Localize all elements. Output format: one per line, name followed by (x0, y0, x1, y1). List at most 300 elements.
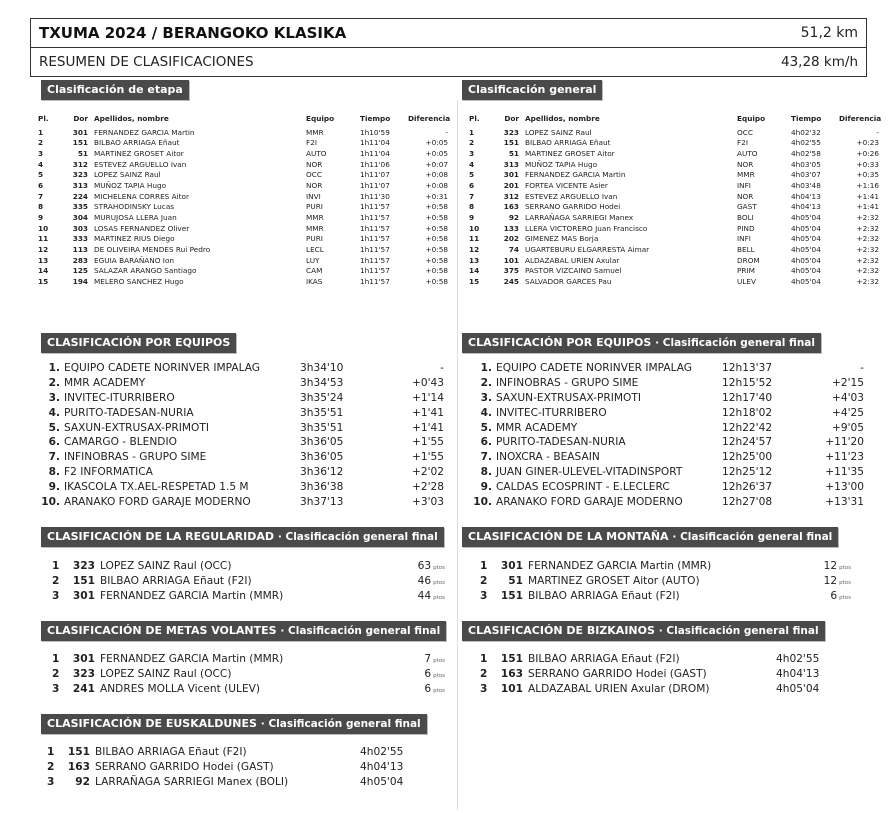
time-value: 4h04'13 (360, 760, 404, 773)
team-name: PURITO-TADESAN-NURIA (64, 406, 194, 419)
table-row (461, 223, 879, 234)
bib: 151 (67, 745, 90, 758)
gap: +11'23 (825, 451, 864, 464)
rank: 10. (473, 495, 492, 508)
team-code: INVI (306, 191, 321, 201)
table-row (30, 180, 448, 191)
rider-name: SERRANO GARRIDO Hodei (GAST) (95, 760, 274, 773)
gap: +2:32 (856, 244, 879, 254)
points (350, 560, 445, 572)
rank: 8. (480, 465, 492, 478)
rider-name: ESTEVEZ ARGUELLO Ivan (94, 159, 187, 169)
team-code: INFI (737, 234, 751, 244)
race-title: TXUMA 2024 / BERANGOKO KLASIKA (39, 24, 347, 42)
rank: 4 (38, 159, 44, 169)
gap: +1'41 (411, 406, 444, 419)
column-header-diff: Diferencia (839, 113, 882, 123)
team-name: INVITEC-ITURRIBERO (64, 391, 175, 404)
rider-name: MARTINEZ GROSET Aitor (94, 149, 184, 159)
team-code: MMR (737, 170, 755, 180)
team-name: IKASCOLA TX.AEL-RESPETAD 1.5 M (64, 480, 249, 493)
rider-name: BILBAO ARRIAGA Eñaut (525, 138, 611, 148)
team-code: PURI (306, 234, 323, 244)
rank: 12 (38, 244, 49, 254)
rank: 5 (469, 170, 475, 180)
time-value: 4h05'04 (776, 682, 820, 695)
column-header-name: Apellidos, nombre (94, 113, 169, 123)
race-distance: 51,2 km (800, 25, 858, 41)
time: 3h34'53 (300, 377, 344, 390)
section-subtitle: · Clasificación general final (277, 531, 438, 543)
gap: +0:05 (425, 149, 448, 159)
time: 12h22'42 (722, 421, 773, 434)
rider-name: DE OLIVEIRA MENDES Rui Pedro (94, 244, 211, 254)
rider-name: ESTEVEZ ARGUELLO Ivan (525, 191, 618, 201)
team-name: ARANAKO FORD GARAJE MODERNO (496, 495, 683, 508)
time: 1h11'57 (360, 234, 390, 244)
team-code: PURI (306, 202, 323, 212)
team-code: LECL (306, 244, 324, 254)
rider-name: EGUIA BARAÑANO Ion (94, 255, 175, 265)
rank: 13 (469, 255, 480, 265)
rank: 7. (480, 451, 492, 464)
section-title: CLASIFICACIÓN DE LA MONTAÑA (468, 530, 669, 543)
rank: 6 (469, 181, 475, 191)
gap: +2:32 (856, 276, 879, 286)
table-row (461, 201, 879, 212)
average-speed: 43,28 km/h (780, 54, 858, 70)
team-row (470, 435, 864, 450)
bib: 194 (72, 276, 88, 286)
time: 1h11'57 (360, 244, 390, 254)
table-row (461, 170, 879, 181)
table-row (30, 212, 448, 223)
points-unit: ptos (839, 594, 851, 601)
table-row (461, 212, 879, 223)
bib: 245 (503, 276, 519, 286)
stage-classification-table (30, 112, 451, 287)
team-code: F2I (737, 138, 748, 148)
team-code: NOR (306, 181, 323, 191)
rider-name: FORTEA VICENTE Asier (525, 181, 608, 191)
rank: 10. (41, 495, 60, 508)
points-value: 44 (417, 589, 432, 602)
gap: +0:58 (425, 244, 448, 254)
team-row (470, 391, 864, 406)
table-row (461, 127, 879, 138)
team-code: AUTO (737, 149, 758, 159)
rank: 14 (469, 266, 480, 276)
rank: 7. (48, 451, 60, 464)
rider-name: BILBAO ARRIAGA Eñaut (F2I) (528, 652, 680, 665)
gap: +1:41 (856, 202, 879, 212)
time: 3h35'24 (300, 391, 344, 404)
rider-name: MUÑOZ TAPIA Hugo (525, 159, 598, 169)
team-code: MMR (306, 212, 324, 222)
team-code: BOLI (737, 212, 754, 222)
team-code: NOR (737, 159, 754, 169)
team-name: F2 INFORMATICA (64, 465, 153, 478)
time: 12h18'02 (722, 406, 773, 419)
team-row (38, 479, 444, 494)
table-row (461, 180, 879, 191)
time: 4h03'48 (791, 181, 821, 191)
bib: 333 (72, 234, 88, 244)
gap: - (440, 362, 444, 375)
table-row (30, 201, 448, 212)
table-row (30, 148, 448, 159)
rider-name: BILBAO ARRIAGA Eñaut (94, 138, 180, 148)
mountain-heading (462, 527, 838, 547)
section-subtitle: · Clasificación general final (672, 531, 833, 543)
rank: 1 (469, 127, 475, 137)
time: 1h10'59 (360, 127, 390, 137)
team-code: LUY (306, 255, 320, 265)
bib: 163 (67, 760, 90, 773)
bib: 301 (500, 559, 523, 572)
rider-name: BILBAO ARRIAGA Eñaut (F2I) (95, 745, 247, 758)
gap: +2:32 (856, 266, 879, 276)
rank: 3 (469, 149, 475, 159)
rider-name: MARTINEZ RIUS Diego (94, 234, 175, 244)
bib: 283 (72, 255, 88, 265)
bib: 113 (72, 244, 88, 254)
gap: +0:31 (425, 191, 448, 201)
rank: 10 (38, 223, 49, 233)
time: 12h27'08 (722, 495, 773, 508)
rank: 2 (52, 574, 60, 587)
section-title: CLASIFICACIÓN DE BIZKAINOS (468, 624, 655, 637)
team-name: INOXCRA - BEASAIN (496, 451, 600, 464)
team-name: SAXUN-EXTRUSAX-PRIMOTI (64, 421, 209, 434)
rank: 9. (480, 480, 492, 493)
time: 1h11'57 (360, 202, 390, 212)
rider-name: BILBAO ARRIAGA Eñaut (F2I) (100, 574, 252, 587)
team-name: MMR ACADEMY (496, 421, 578, 434)
bib: 151 (72, 138, 88, 148)
rank: 3. (48, 391, 60, 404)
points-unit: ptos (433, 564, 445, 571)
column-header-team: Equipo (306, 113, 335, 123)
bizkainos-list (480, 651, 836, 696)
bib: 375 (503, 266, 519, 276)
column-header-pl: Pl. (38, 113, 49, 123)
team-code: ULEV (737, 276, 757, 286)
team-code: DROM (737, 255, 760, 265)
gap: +1'14 (411, 391, 444, 404)
team-row (470, 361, 864, 376)
rank: 9 (38, 212, 44, 222)
time: 3h35'51 (300, 421, 344, 434)
section-subtitle: · Clasificación general final (658, 625, 819, 637)
team-row (38, 435, 444, 450)
team-code: F2I (306, 138, 317, 148)
bib: 163 (503, 202, 519, 212)
points-unit: ptos (433, 687, 445, 694)
rider-name: GIMENEZ MAS Borja (525, 234, 599, 244)
time: 3h36'38 (300, 480, 344, 493)
time: 1h11'57 (360, 212, 390, 222)
table-row (461, 276, 879, 287)
points-value: 63 (417, 559, 432, 572)
bib: 92 (75, 775, 90, 788)
team-name: SAXUN-EXTRUSAX-PRIMOTI (496, 391, 641, 404)
gap: +0:58 (425, 276, 448, 286)
points (350, 653, 445, 665)
section-title: Clasificación de etapa (47, 83, 183, 96)
teams-stage-list (38, 361, 444, 509)
time (360, 776, 420, 788)
table-row (461, 138, 879, 149)
rank: 6. (480, 436, 492, 449)
rank: 14 (38, 266, 49, 276)
gap: +4'25 (831, 406, 864, 419)
time: 4h03'05 (791, 159, 821, 169)
time: 4h02'32 (791, 127, 821, 137)
bib: 323 (72, 559, 95, 572)
team-code: IKAS (306, 276, 323, 286)
gap: +0:08 (425, 181, 448, 191)
team-code: INFI (737, 181, 751, 191)
bizkainos-heading (462, 621, 825, 641)
section-title: Clasificación general (468, 83, 597, 96)
team-row (38, 494, 444, 509)
team-row (38, 420, 444, 435)
points (350, 575, 445, 587)
rank: 4 (469, 159, 475, 169)
section-title: CLASIFICACIÓN POR EQUIPOS (47, 336, 231, 349)
rank: 3 (52, 682, 60, 695)
rank: 15 (38, 276, 49, 286)
time: 1h11'57 (360, 255, 390, 265)
gap: +1:41 (856, 191, 879, 201)
gap: +9'05 (831, 421, 864, 434)
table-row (461, 255, 879, 266)
gap: +0:58 (425, 255, 448, 265)
gap: +0:33 (856, 159, 879, 169)
column-header-name: Apellidos, nombre (525, 113, 600, 123)
gap: +0:08 (425, 170, 448, 180)
time: 12h17'40 (722, 391, 773, 404)
gap: +3'03 (411, 495, 444, 508)
metas-list (52, 651, 445, 696)
time: 4h05'04 (791, 266, 821, 276)
team-row (470, 465, 864, 480)
time: 3h34'10 (300, 362, 344, 375)
table-row (30, 191, 448, 202)
rank: 3 (480, 682, 488, 695)
rider-name: FERNANDEZ GARCIA Martin (MMR) (100, 589, 284, 602)
time: 4h05'04 (791, 244, 821, 254)
section-title: CLASIFICACIÓN DE LA REGULARIDAD (47, 530, 274, 543)
gap: +13'31 (825, 495, 864, 508)
points-value: 12 (823, 559, 838, 572)
time: 12h24'57 (722, 436, 773, 449)
gap: +4'03 (831, 391, 864, 404)
team-name: EQUIPO CADETE NORINVER IMPALAG (496, 362, 693, 375)
gap: +0:07 (425, 159, 448, 169)
rank: 1 (52, 652, 60, 665)
team-name: INVITEC-ITURRIBERO (496, 406, 607, 419)
bib: 101 (500, 682, 523, 695)
time (776, 668, 836, 680)
rider-row (480, 573, 851, 588)
time: 1h11'06 (360, 159, 390, 169)
rank: 1 (38, 127, 44, 137)
rider-name: LOSAS FERNANDEZ Oliver (94, 223, 190, 233)
gap: +2'15 (831, 377, 864, 390)
time (776, 683, 836, 695)
time: 4h05'04 (791, 234, 821, 244)
column-divider (457, 100, 458, 810)
points-value: 6 (424, 667, 432, 680)
time: 12h13'37 (722, 362, 773, 375)
team-row (38, 465, 444, 480)
table-row (461, 159, 879, 170)
table-row (30, 159, 448, 170)
rider-name: LOPEZ SAINZ Raul (94, 170, 161, 180)
time-value: 4h05'04 (360, 775, 404, 788)
bib: 323 (503, 127, 519, 137)
points-value: 6 (424, 682, 432, 695)
rider-row (52, 558, 445, 573)
gap: +0:58 (425, 223, 448, 233)
rank: 8 (38, 202, 44, 212)
team-row (470, 420, 864, 435)
gap: +2:32 (856, 212, 879, 222)
bib: 335 (72, 202, 88, 212)
rider-row (47, 744, 420, 759)
team-row (38, 450, 444, 465)
rider-name: MUÑOZ TAPIA Hugo (94, 181, 167, 191)
rank: 1 (52, 559, 60, 572)
team-row (470, 405, 864, 420)
table-header (30, 112, 451, 124)
team-code: AUTO (306, 149, 327, 159)
gap: +2:32 (856, 234, 879, 244)
table-row (30, 255, 448, 266)
rank: 9 (469, 212, 475, 222)
team-row (470, 450, 864, 465)
bib: 151 (503, 138, 519, 148)
rider-row (52, 666, 445, 681)
table-row (461, 244, 879, 255)
bib: 101 (503, 255, 519, 265)
teams-stage-heading (41, 333, 236, 353)
table-row (30, 127, 448, 138)
bib: 301 (72, 127, 88, 137)
bib: 202 (503, 234, 519, 244)
time: 3h36'05 (300, 436, 344, 449)
rank: 5. (480, 421, 492, 434)
gap: +2:32 (856, 255, 879, 265)
rider-name: MELERO SANCHEZ Hugo (94, 276, 184, 286)
rider-name: LARRAÑAGA SARRIEGI Manex (BOLI) (95, 775, 289, 788)
rider-row (52, 573, 445, 588)
bib: 151 (500, 652, 523, 665)
bib: 301 (72, 652, 95, 665)
time: 3h37'13 (300, 495, 344, 508)
regularity-heading (41, 527, 444, 547)
rank: 11 (38, 234, 49, 244)
table-row (30, 265, 448, 276)
points-unit: ptos (839, 564, 851, 571)
rank: 1 (480, 559, 488, 572)
time: 4h03'07 (791, 170, 821, 180)
team-name: MMR ACADEMY (64, 377, 146, 390)
time: 1h11'57 (360, 266, 390, 276)
section-title: CLASIFICACIÓN DE EUSKALDUNES (47, 717, 257, 730)
section-title: CLASIFICACIÓN POR EQUIPOS (468, 336, 652, 349)
time: 4h04'13 (791, 191, 821, 201)
rank: 2 (38, 138, 44, 148)
rank: 9. (48, 480, 60, 493)
rider-name: ALDAZABAL URIEN Axular (DROM) (528, 682, 710, 695)
bib: 74 (508, 244, 519, 254)
column-header-time: Tiempo (791, 113, 822, 123)
team-name: EQUIPO CADETE NORINVER IMPALAG (64, 362, 261, 375)
points (350, 668, 445, 680)
table-row (30, 170, 448, 181)
bib: 163 (500, 667, 523, 680)
team-name: INFINOBRAS - GRUPO SIME (64, 451, 207, 464)
bib: 301 (72, 589, 95, 602)
time: 1h11'07 (360, 181, 390, 191)
gap: +11'35 (825, 465, 864, 478)
table-row (30, 223, 448, 234)
team-code: NOR (737, 191, 754, 201)
rank: 11 (469, 234, 480, 244)
subtitle-bar (30, 47, 867, 77)
team-code: MMR (306, 223, 324, 233)
points-unit: ptos (433, 657, 445, 664)
rank: 2. (48, 377, 60, 390)
rank: 4. (480, 406, 492, 419)
team-code: MMR (306, 127, 324, 137)
rider-name: SALVADOR GARCES Pau (525, 276, 612, 286)
intermediate-sprints-heading (41, 621, 446, 641)
general-classification-heading (462, 80, 602, 100)
team-code: GAST (737, 202, 757, 212)
bib: 51 (77, 149, 88, 159)
gap: - (876, 127, 879, 137)
rider-name: SERRANO GARRIDO Hodei (525, 202, 621, 212)
rank: 3 (480, 589, 488, 602)
team-code: BELL (737, 244, 755, 254)
time: 4h02'55 (791, 138, 821, 148)
table-row (30, 244, 448, 255)
rank: 1 (480, 652, 488, 665)
bib: 92 (508, 212, 519, 222)
rider-row (480, 681, 836, 696)
section-subtitle: · Clasificación general final (280, 625, 441, 637)
rider-row (480, 588, 851, 603)
rider-name: SERRANO GARRIDO Hodei (GAST) (528, 667, 707, 680)
team-name: INFINOBRAS - GRUPO SIME (496, 377, 639, 390)
bib: 133 (503, 223, 519, 233)
points (350, 590, 445, 602)
team-code: PRIM (737, 266, 755, 276)
rider-name: ALDAZABAL URIEN Axular (525, 255, 620, 265)
rank: 5 (38, 170, 44, 180)
points-unit: ptos (433, 594, 445, 601)
gap: +0:35 (856, 170, 879, 180)
team-row (470, 479, 864, 494)
gap: +0:23 (856, 138, 879, 148)
rank: 1. (480, 362, 492, 375)
table-row (30, 233, 448, 244)
rider-row (47, 774, 420, 789)
